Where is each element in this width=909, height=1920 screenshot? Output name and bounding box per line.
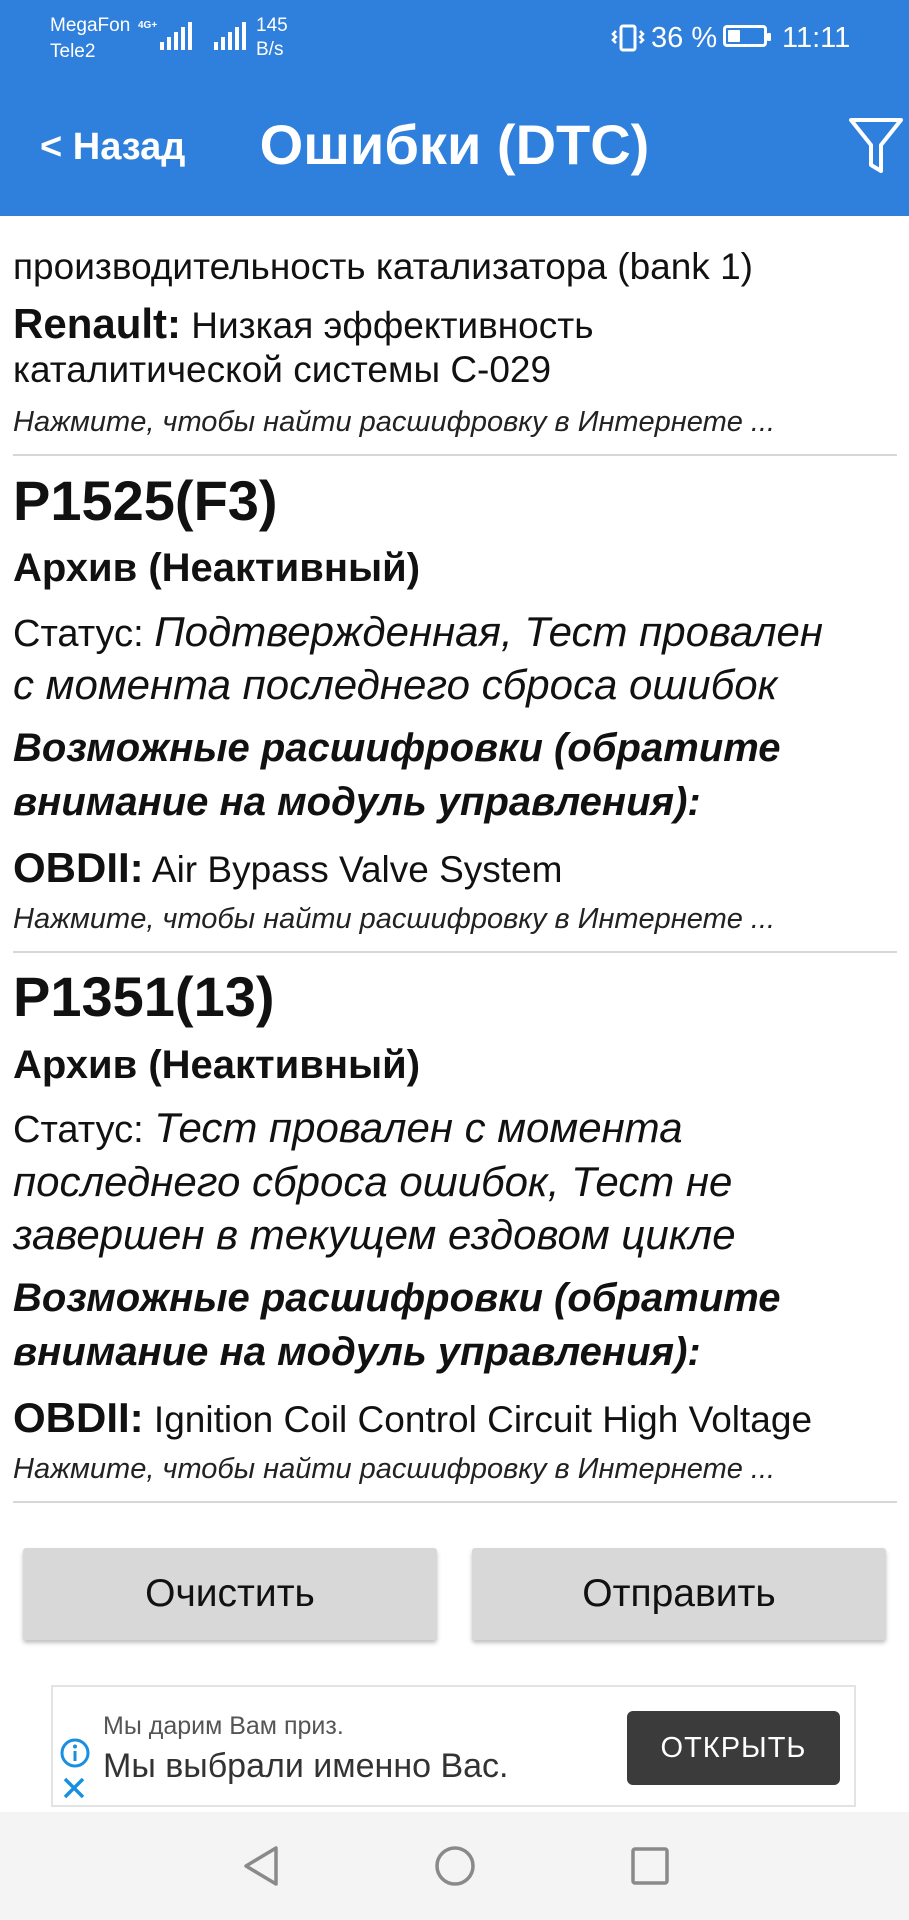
nav-home-icon[interactable] [433, 1844, 477, 1888]
signal-icon-1 [160, 22, 192, 50]
status-value-3: завершен в текущем ездовом цикле [13, 1211, 736, 1258]
possible-decodings: Возможные расшифровки (обратите [13, 1276, 781, 1320]
status-bar [0, 0, 909, 80]
dtc-archive-status: Архив (Неактивный) [13, 546, 421, 590]
ad-open-button[interactable]: ОТКРЫТЬ [627, 1711, 840, 1785]
status-value: Подтвержденная, Тест провален [154, 608, 823, 655]
back-button[interactable]: < Назад [40, 126, 186, 168]
ad-headline: Мы дарим Вам приз. [103, 1712, 344, 1740]
obd-text: Ignition Coil Control Circuit High Voltage [143, 1399, 813, 1440]
nav-recents-icon[interactable] [628, 1844, 672, 1888]
possible-decodings-2: внимание на модуль управления): [13, 780, 701, 824]
brand-text: Низкая эффективность [181, 305, 594, 346]
system-nav-bar [0, 1812, 909, 1920]
dtc-code[interactable]: P1525(F3) [13, 469, 278, 532]
clock: 11:11 [782, 22, 851, 54]
dtc-status-line [13, 1104, 683, 1152]
obd-text: Air Bypass Valve System [143, 849, 563, 890]
ad-banner[interactable] [51, 1685, 856, 1807]
status-value-2: с момента последнего сброса ошибок [13, 661, 778, 708]
dtc-status-line [13, 608, 823, 656]
obd-decoding [13, 1394, 812, 1442]
clear-button[interactable]: Очистить [23, 1548, 437, 1640]
divider [13, 454, 897, 456]
status-value: Тест провален с момента [154, 1104, 683, 1151]
nav-back-icon[interactable] [240, 1844, 284, 1888]
status-label: Статус: [13, 613, 155, 655]
battery-percent: 36 % [651, 22, 718, 54]
search-online-link[interactable]: Нажмите, чтобы найти расшифровку в Интернете ... [13, 1453, 776, 1485]
status-value-2: последнего сброса ошибок, Тест не [13, 1158, 733, 1205]
dtc-description: производительность катализатора (bank 1) [13, 246, 753, 287]
possible-decodings: Возможные расшифровки (обратите [13, 726, 781, 770]
obd-label: OBDII: [13, 844, 144, 891]
send-button[interactable]: Отправить [472, 1548, 886, 1640]
dtc-code[interactable]: P1351(13) [13, 965, 275, 1028]
dtc-brand-line [13, 300, 593, 348]
obd-decoding [13, 844, 562, 892]
app-header [0, 0, 909, 216]
search-online-link[interactable]: Нажмите, чтобы найти расшифровку в Интернете ... [13, 406, 776, 438]
carrier-2: Tele2 [50, 41, 96, 62]
status-label: Статус: [13, 1109, 155, 1151]
battery-level [728, 30, 740, 42]
dtc-archive-status: Архив (Неактивный) [13, 1043, 421, 1087]
net-speed [256, 14, 288, 62]
carrier-1: MegaFon [50, 15, 131, 36]
vibrate-icon [611, 24, 645, 52]
possible-decodings-2: внимание на модуль управления): [13, 1330, 701, 1374]
close-icon[interactable] [61, 1775, 87, 1801]
net-speed-value: 145 [256, 15, 288, 36]
info-icon[interactable] [59, 1737, 91, 1769]
signal-icon-2 [214, 22, 246, 50]
ad-text: Мы выбрали именно Вас. [103, 1747, 509, 1785]
brand-label: Renault: [13, 300, 181, 347]
net-speed-unit: B/s [256, 39, 284, 60]
battery-icon [723, 25, 767, 47]
brand-text-2: каталитической системы C-029 [13, 349, 552, 390]
divider [13, 1501, 897, 1503]
divider [13, 951, 897, 953]
filter-icon[interactable] [848, 117, 904, 175]
page-title: Ошибки (DTC) [259, 113, 650, 176]
network-type: 4G+ [138, 20, 158, 31]
obd-label: OBDII: [13, 1394, 144, 1441]
search-online-link[interactable]: Нажмите, чтобы найти расшифровку в Интернете ... [13, 903, 776, 935]
